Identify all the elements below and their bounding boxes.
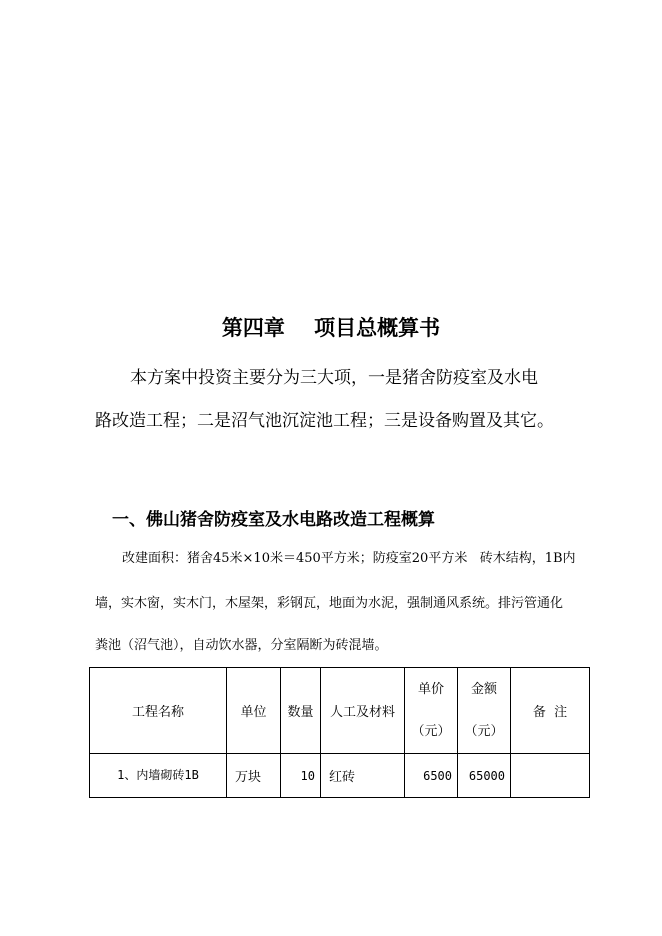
section-detail-line-1: 改建面积：猪舍45米×10米＝450平方米；防疫室20平方米 砖木结构，1B内	[122, 551, 576, 566]
header-labor-material: 人工及材料	[321, 668, 405, 754]
cell-labor-material: 红砖	[321, 754, 405, 798]
table-header-row	[90, 668, 590, 754]
cell-unit: 万块	[227, 754, 281, 798]
intro-paragraph-line-2: 路改造工程；二是沼气池沉淀池工程；三是设备购置及其它。	[95, 411, 554, 431]
cell-project-name: 1、内墙砌砖1B	[90, 754, 227, 798]
cell-unit-price: 6500	[405, 754, 458, 798]
header-unit: 单位	[227, 668, 281, 754]
intro-paragraph-line-1: 本方案中投资主要分为三大项，一是猪舍防疫室及水电	[130, 368, 538, 388]
header-quantity: 数量	[281, 668, 321, 754]
section-detail-line-3: 粪池（沼气池），自动饮水器，分室隔断为砖混墙。	[95, 638, 388, 653]
header-unit-price-label: 单价	[417, 681, 444, 697]
cell-remarks	[511, 754, 590, 798]
header-amount-label: 金额	[470, 681, 497, 697]
header-remarks: 备 注	[511, 668, 590, 754]
header-unit-price	[405, 668, 458, 754]
budget-table	[89, 667, 590, 798]
table-row	[90, 754, 590, 798]
chapter-title: 第四章 项目总概算书	[221, 315, 441, 340]
cell-quantity: 10	[281, 754, 321, 798]
section-heading: 一、佛山猪舍防疫室及水电路改造工程概算	[112, 510, 435, 530]
header-project-name: 工程名称	[90, 668, 227, 754]
header-amount-currency: （元）	[464, 723, 504, 739]
cell-amount: 65000	[458, 754, 511, 798]
header-unit-price-currency: （元）	[411, 723, 451, 739]
header-amount	[458, 668, 511, 754]
section-detail-line-2: 墙，实木窗，实木门，木屋架，彩钢瓦，地面为水泥，强制通风系统。排污管通化	[95, 596, 564, 611]
